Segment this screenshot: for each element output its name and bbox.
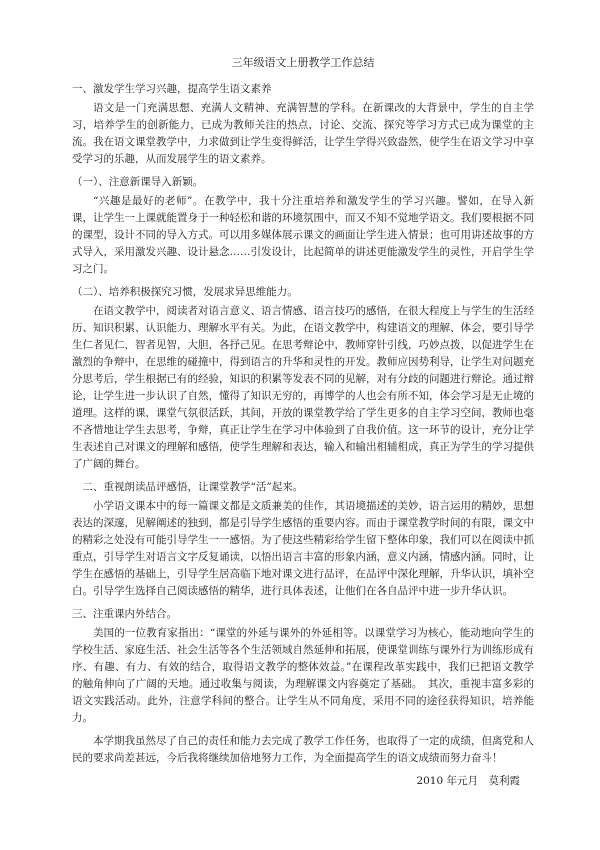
section-heading-1: 一、激发学生学习兴趣，提高学生语文素养 — [72, 83, 272, 95]
paragraph-section-1: 语文是一门充满思想、充满人文精神、充满智慧的学科。在新课改的大背景中，学生的自主学习，培养学生的创新能力，已成为教师关注的热点，讨论、交流、探究等学习方式已成为课堂的主流。我在语文课堂教学中，力求做到让学生变得鲜活，让学生学得兴致盎然，使学生在语文学习中享受学习的乐趣，从而发展学生的语文素养。 — [72, 102, 534, 165]
page-title: 三年级语文上册教学工作总结 — [231, 56, 375, 69]
paragraph-section-2: 小学语文课本中的每一篇课文都是文质兼美的佳作，其语境描述的美妙，语言运用的精妙，思想表达的深邃，见解阐述的独到，都是引导学生感悟的重要内容。而由于课堂教学时间的有限，课文中的精彩之处没有可能引导学生一一感悟。为了使这些精彩给学生留下整体印象，我们可以在阅读中抓重点，引导学生对语言文字反复诵读，以悟出语言丰富的形象内涵，意义内涵，情感内涵。同时，让学生在感悟的基础上，引导学生居高临下地对课文进行品评，在品评中深化理解，升华认识，填补空白。引导学生选择自己阅读感悟的精华，进行具体表述，让他们在各自品评中进一步升华认识。 — [72, 500, 534, 597]
paragraph-subsection-1: “兴趣是最好的老师”。在教学中，我十分注重培养和激发学生的学习兴趣。譬如，在导入新课，让学生一上课就能置身于一种轻松和谐的环境氛围中，而又不知不觉地学语文。我们要根据不同的课型，设计不同的导入方式。可以用多媒体展示课文的画面让学生进入情景；也可用讲述故事的方式导入，采用激发兴趣、设计悬念……引发设计，比起简单的讲述更能激发学生的灵性，开启学生学习之门。 — [72, 195, 534, 275]
subsection-heading-1: （一）、注意新课导入新颖。 — [72, 176, 204, 188]
signature-date: 2010 年元月 莫利霞 — [416, 775, 520, 787]
section-heading-3: 三、注重课内外结合。 — [72, 608, 177, 620]
closing-paragraph: 本学期我虽然尽了自己的责任和能力去完成了教学工作任务，也取得了一定的成绩，但离党和人民的要求尚差甚远，今后我将继续加倍地努力工作，为全面提高学生的语文成绩而努力奋斗！ — [72, 735, 534, 764]
section-heading-2: 二、重视朗读品评感悟，让课堂教学“活”起来。 — [82, 481, 304, 493]
subsection-heading-2: （二）、培养积极探究习惯，发展求异思维能力。 — [72, 286, 298, 298]
paragraph-subsection-2: 在语文教学中，阅读者对语言意义、语言情感、语言技巧的感悟，在很大程度上与学生的生活经历、知识积累、认识能力、理解水平有关。为此，在语文教学中，构建语文的理解、体会，要引导学生仁者见仁，智者见智，大胆，各抒己见。在思考辩论中，教师穿针引线，巧妙点拨，以促进学生在激烈的争辩中，在思维的碰撞中，得到语言的升华和灵性的开发。教师应因势利导，让学生对问题充分思考后，学生根据已有的经验，知识的积累等发表不同的见解，对有分歧的问题进行辩论。通过辩论，让学生进一步认识了自然，懂得了知识无穷的，再博学的人也会有所不知，体会学习是无止境的道理。这样的课，课堂气氛很活跃，其间，开放的课堂教学给了学生更多的自主学习空间，教师也毫不吝惜地让学生去思考，争辩，真正让学生在学习中体验到了自我价值。这一环节的设计，充分让学生表述自己对课文的理解和感悟，使学生理解和表达，输入和输出相辅相成，真正为学生的学习提供了广阔的舞台。 — [72, 305, 534, 470]
paragraph-section-3: 美国的一位教育家指出：“课堂的外延与课外的外延相等。以课堂学习为核心，能动地向学生的学校生活、家庭生活、社会生活等各个生活领域自然延伸和拓展，使课堂训练与课外行为训练形成有序、有趣、有力、有效的结合，取得语文教学的整体效益。”在课程改革实践中，我们已把语文教学的触角伸向了广阔的天地。通过收集与阅读，为理解课文内容奠定了基础。 其次，重视丰富多彩的语文实践活动。此外，注意学科间的整合。让学生从不同角度，采用不同的途径获得知识，培养能力。 — [72, 627, 534, 724]
